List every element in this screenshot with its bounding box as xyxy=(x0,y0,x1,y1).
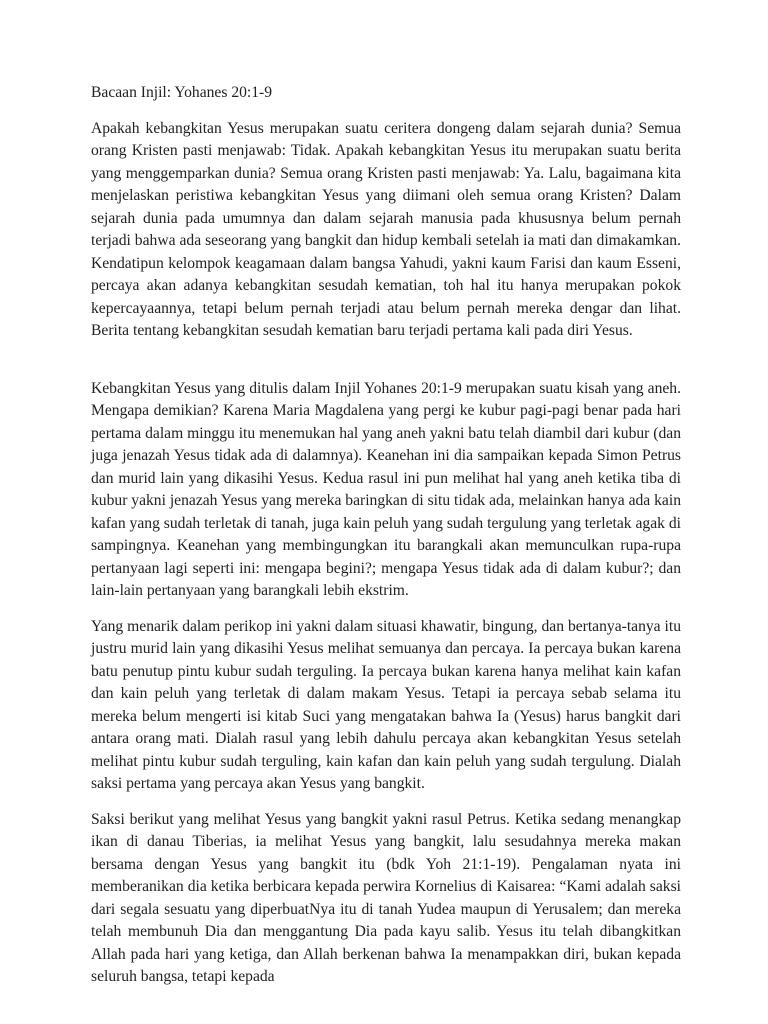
document-page xyxy=(91,82,681,1002)
document-title: Bacaan Injil: Yohanes 20:1-9 xyxy=(91,84,273,101)
paragraph-4: Saksi berikut yang melihat Yesus yang bangkit yakni rasul Petrus. Ketika sedang menangkap ikan di danau Tiberias, ia melihat Yesus yang bangkit, lalu sesudahnya mereka makan bersama dengan Yesus yang bangkit itu (bdk Yoh 21:1-19). Pengalaman nyata ini memberanikan dia ketika berbicara kepada perwira Kornelius di Kaisarea: “Kami adalah saksi dari segala sesuatu yang diperbuatNya itu di tanah Yudea maupun di Yerusalem; dan mereka telah membunuh Dia dan menggantung Dia pada kayu salib. Yesus itu telah dibangkitkan Allah pada hari yang ketiga, dan Allah berkenan bahwa Ia menampakkan diri, bukan kepada seluruh bangsa, tetapi kepada xyxy=(91,810,681,985)
paragraph-1: Apakah kebangkitan Yesus merupakan suatu ceritera dongeng dalam sejarah dunia? Semua orang Kristen pasti menjawab: Tidak. Apakah kebangkitan Yesus itu merupakan suatu berita yang menggemparkan dunia? Semua orang Kristen pasti menjawab: Ya. Lalu, bagaimana kita menjelaskan peristiwa kebangkitan Yesus yang diimani oleh semua orang Kristen? Dalam sejarah dunia pada umumnya dan dalam sejarah manusia pada khususnya belum pernah terjadi bahwa ada seseorang yang bangkit dan hidup kembali setelah ia mati dan dimakamkan. Kendatipun kelompok keagamaan dalam bangsa Yahudi, yakni kaum Farisi dan kaum Esseni, percaya akan adanya kebangkitan sesudah kematian, toh hal itu hanya merupakan pokok kepercayaannya, tetapi belum pernah terjadi atau belum pernah mereka dengar dan lihat. Berita tentang kebangkitan sesudah kematian baru terjadi pertama kali pada diri Yesus. xyxy=(91,119,681,339)
paragraph-3: Yang menarik dalam perikop ini yakni dalam situasi khawatir, bingung, dan bertanya-tanya itu justru murid lain yang dikasihi Yesus melihat semuanya dan percaya. Ia percaya bukan karena batu penutup pintu kubur sudah terguling. Ia percaya bukan karena hanya melihat kain kafan dan kain peluh yang terletak di dalam makam Yesus. Tetapi ia percaya sebab selama itu mereka belum mengerti isi kitab Suci yang mengatakan bahwa Ia (Yesus) harus bangkit dari antara orang mati. Dialah rasul yang lebih dahulu percaya akan kebangkitan Yesus setelah melihat pintu kubur sudah terguling, kain kafan dan kain peluh yang sudah tergulung. Dialah saksi pertama yang percaya akan Yesus yang bangkit. xyxy=(91,617,681,792)
paragraph-2: Kebangkitan Yesus yang ditulis dalam Injil Yohanes 20:1-9 merupakan suatu kisah yang aneh. Mengapa demikian? Karena Maria Magdalena yang pergi ke kubur pagi-pagi benar pada hari pertama dalam minggu itu menemukan hal yang aneh yakni batu telah diambil dari kubur (dan juga jenazah Yesus tidak ada di dalamnya). Keanehan ini dia sampaikan kepada Simon Petrus dan murid lain yang dikasihi Yesus. Kedua rasul ini pun melihat hal yang aneh ketika tiba di kubur yakni jenazah Yesus yang mereka baringkan di situ tidak ada, melainkan hanya ada kain kafan yang sudah terletak di tanah, juga kain peluh yang sudah tergulung yang terletak agak di sampingnya. Keanehan yang membingungkan itu barangkali akan memunculkan rupa-rupa pertanyaan lagi seperti ini: mengapa begini?; mengapa Yesus tidak ada di dalam kubur?; dan lain-lain pertanyaan yang barangkali lebih ekstrim. xyxy=(91,379,681,599)
